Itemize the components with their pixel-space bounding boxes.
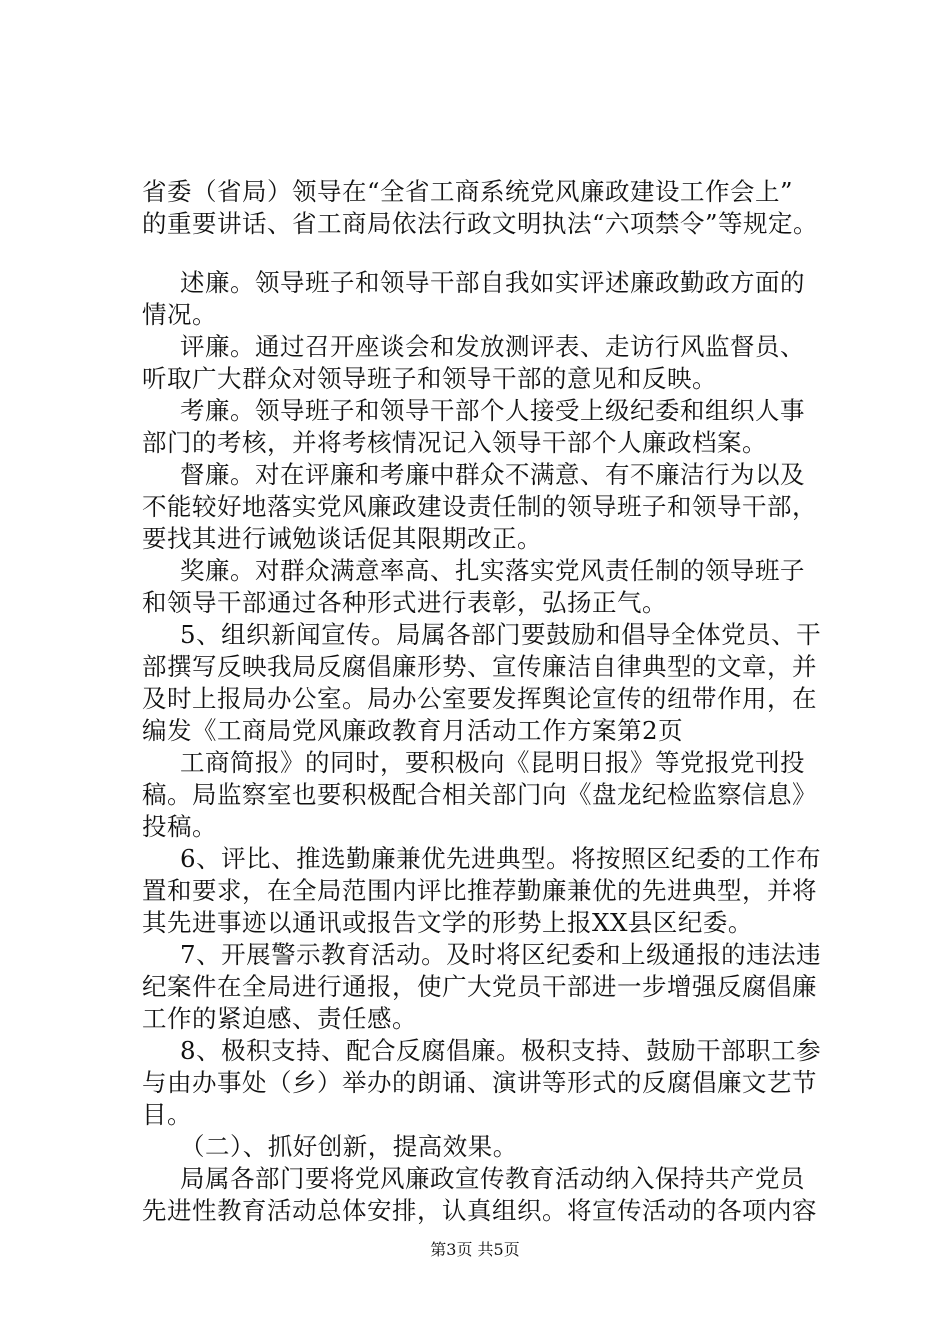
text-line: 与由办事处（乡）举办的朗诵、演讲等形式的反腐倡廉文艺节 xyxy=(142,1068,817,1097)
text-line: 稿。局监察室也要积极配合相关部门向《盘龙纪检监察信息》 xyxy=(142,780,817,809)
text-line: 工作的紧迫感、责任感。 xyxy=(142,1004,417,1033)
text-line: 情况。 xyxy=(142,300,217,329)
text-line: 听取广大群众对领导班子和领导干部的意见和反映。 xyxy=(142,364,717,393)
text-line: 7、开展警示教育活动。及时将区纪委和上级通报的违法违 xyxy=(180,940,822,969)
text-line: 5、组织新闻宣传。局属各部门要鼓励和倡导全体党员、干 xyxy=(180,620,822,649)
section-heading: （二）、抓好创新，提高效果。 xyxy=(180,1132,518,1161)
text-line: 6、评比、推选勤廉兼优先进典型。将按照区纪委的工作布 xyxy=(180,844,822,873)
text-line: 工商简报》的同时，要积极向《昆明日报》等党报党刊投 xyxy=(180,748,805,777)
text-line: 编发《工商局党风廉政教育月活动工作方案第2页 xyxy=(142,716,684,745)
text-line: 的重要讲话、省工商局依法行政文明执法“六项禁令”等规定。 xyxy=(142,209,819,238)
text-line: 评廉。通过召开座谈会和发放测评表、走访行风监督员、 xyxy=(180,332,805,361)
text-line: 纪案件在全局进行通报，使广大党员干部进一步增强反腐倡廉 xyxy=(142,972,817,1001)
text-line: 要找其进行诫勉谈话促其限期改正。 xyxy=(142,524,542,553)
text-line: 省委（省局）领导在“全省工商系统党风廉政建设工作会上” xyxy=(142,177,794,206)
text-line: 部门的考核，并将考核情况记入领导干部个人廉政档案。 xyxy=(142,428,767,457)
text-line: 部撰写反映我局反腐倡廉形势、宣传廉洁自律典型的文章，并 xyxy=(142,652,817,681)
text-line: 局属各部门要将党风廉政宣传教育活动纳入保持共产党员 xyxy=(180,1164,805,1193)
text-line: 奖廉。对群众满意率高、扎实落实党风责任制的领导班子 xyxy=(180,556,805,585)
text-line: 目。 xyxy=(142,1100,192,1129)
text-line: 述廉。领导班子和领导干部自我如实评述廉政勤政方面的 xyxy=(180,268,805,297)
text-line: 8、极积支持、配合反腐倡廉。极积支持、鼓励干部职工参 xyxy=(180,1036,822,1065)
text-line: 先进性教育活动总体安排，认真组织。将宣传活动的各项内容 xyxy=(142,1196,817,1225)
text-line: 其先进事迹以通讯或报告文学的形势上报XX县区纪委。 xyxy=(142,908,753,937)
text-line: 和领导干部通过各种形式进行表彰，弘扬正气。 xyxy=(142,588,667,617)
text-line: 不能较好地落实党风廉政建设责任制的领导班子和领导干部， xyxy=(142,492,817,521)
text-line: 置和要求，在全局范围内评比推荐勤廉兼优的先进典型，并将 xyxy=(142,876,817,905)
text-line: 投稿。 xyxy=(142,812,217,841)
text-line: 督廉。对在评廉和考廉中群众不满意、有不廉洁行为以及 xyxy=(180,460,805,489)
text-line: 考廉。领导班子和领导干部个人接受上级纪委和组织人事 xyxy=(180,396,805,425)
page-number-footer: 第3页 共5页 xyxy=(430,1240,520,1259)
text-line: 及时上报局办公室。局办公室要发挥舆论宣传的纽带作用，在 xyxy=(142,684,817,713)
